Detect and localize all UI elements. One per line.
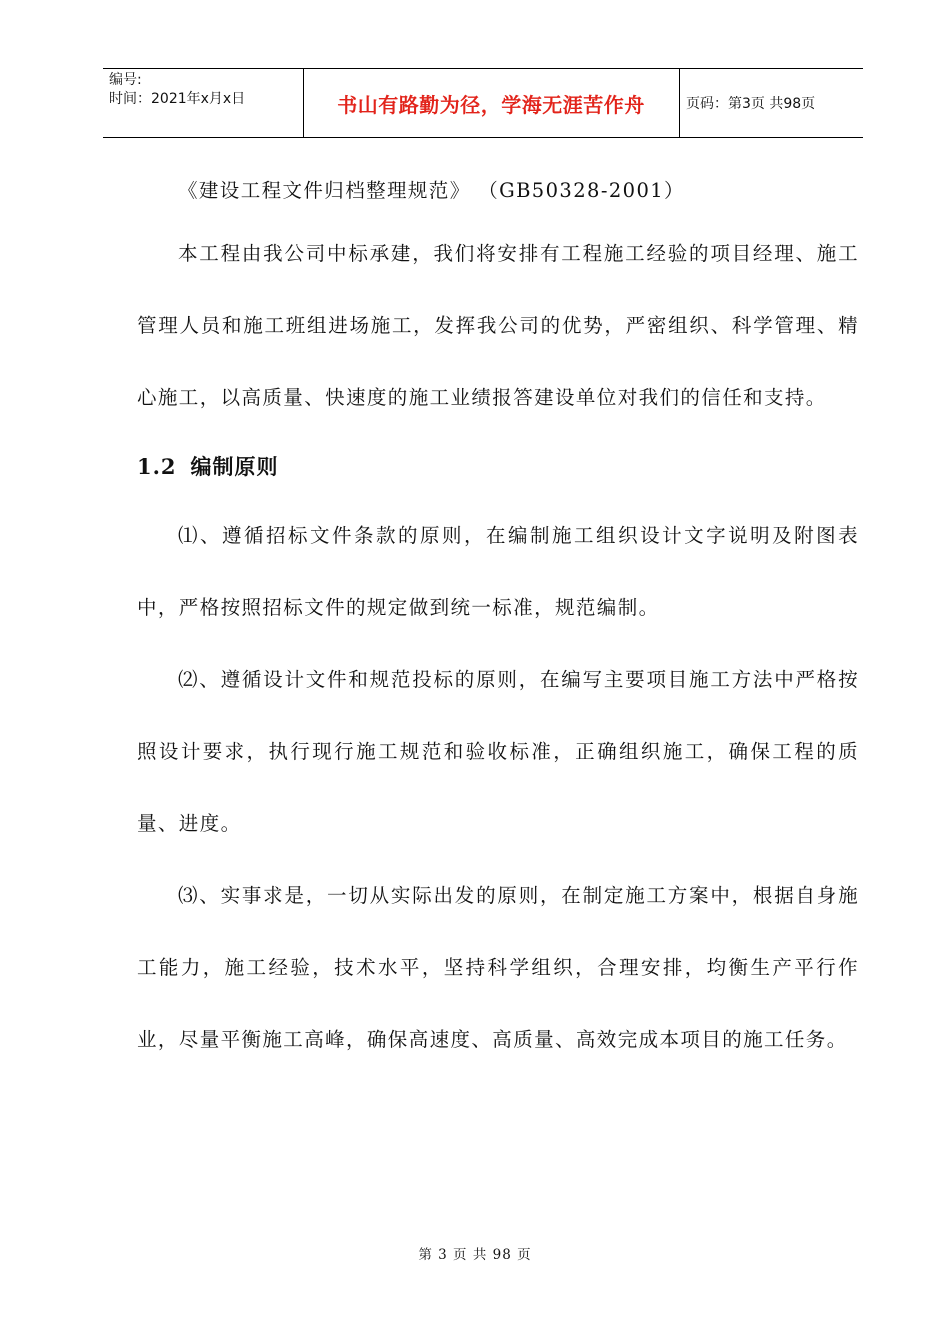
principle-paragraph-2: ⑵、遵循设计文件和规范投标的原则，在编写主要项目施工方法中严格按照设计要求，执行现行施工规范和验收标准，正确组织施工，确保工程的质量、进度。 <box>137 668 859 835</box>
principle-paragraph-1: ⑴、遵循招标文件条款的原则，在编制施工组织设计文字说明及附图表中，严格按照招标文件的规定做到统一标准，规范编制。 <box>137 524 859 619</box>
page-footer: 第 3 页 共 98 页 <box>418 1247 532 1263</box>
intro-paragraph: 本工程由我公司中标承建，我们将安排有工程施工经验的项目经理、施工管理人员和施工班组进场施工，发挥我公司的优势，严密组织、科学管理、精心施工，以高质量、快速度的施工业绩报答建设单位对我们的信任和支持。 <box>137 242 859 409</box>
section-heading <box>137 434 859 500</box>
header-meta <box>103 69 303 137</box>
header-motto-cell <box>304 69 678 137</box>
reference-standard: 《建设工程文件归档整理规范》 （GB50328-2001） <box>178 179 685 202</box>
document-number-label: 编号: <box>109 72 142 88</box>
principle-paragraph-3: ⑶、实事求是，一切从实际出发的原则，在制定施工方案中，根据自身施工能力，施工经验，技术水平，坚持科学组织，合理安排，均衡生产平行作业，尽量平衡施工高峰，确保高速度、高质量、高效完成本项目的施工任务。 <box>137 884 859 1051</box>
page-header <box>103 68 863 138</box>
header-page-info: 页码：第3页 共98页 <box>686 96 816 112</box>
header-motto: 书山有路勤为径，学海无涯苦作舟 <box>337 92 645 117</box>
section-title: 编制原则 <box>190 455 279 479</box>
document-time-label: 时间：2021年x月x日 <box>109 91 246 107</box>
section-number: 1.2 <box>137 454 177 479</box>
document-body <box>137 170 859 1076</box>
